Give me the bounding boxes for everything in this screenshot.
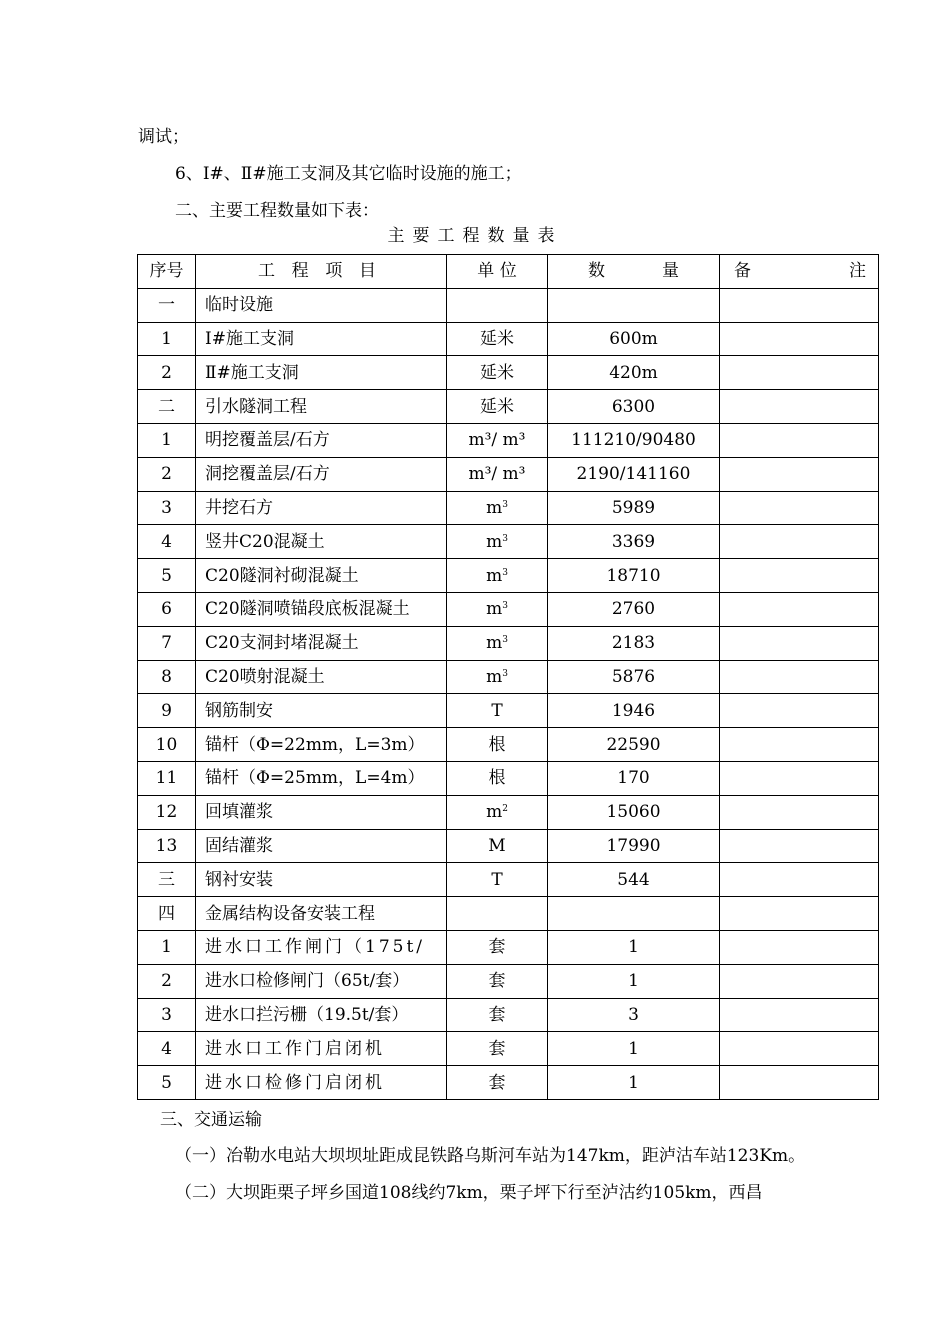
cell-item: 金属结构设备安装工程 [196,897,447,931]
cell-note [720,491,879,525]
cell-qty: 170 [548,761,720,795]
cell-note [720,795,879,829]
unit-superscript: 3 [502,499,508,510]
cell-qty: 1 [548,964,720,998]
header-item-char: 项 [325,261,343,282]
cell-item: 钢筋制安 [196,694,447,728]
cell-unit [447,592,548,626]
cell-qty: 18710 [548,559,720,593]
cell-item: 洞挖覆盖层/石方 [196,457,447,491]
cell-seq: 7 [138,626,196,660]
table-title: 主要工程数量表 [387,226,563,246]
cell-item: 井挖石方 [196,491,447,525]
cell-note [720,964,879,998]
unit-text: m [486,497,503,518]
table-header-row [138,255,879,289]
cell-seq: 四 [138,897,196,931]
cell-qty: 1 [548,1066,720,1100]
cell-unit: 延米 [447,356,548,390]
table-row [138,491,879,525]
cell-unit: 套 [447,1032,548,1066]
cell-seq: 5 [138,1066,196,1100]
cell-note [720,897,879,931]
cell-unit [447,626,548,660]
unit-superscript: 3 [502,533,508,544]
cell-unit [447,660,548,694]
unit-superscript: 2 [502,804,508,815]
paragraph-transport-1: （一）冶勒水电站大坝坝址距成昆铁路乌斯河车站为147km，距泸沽车站123Km。 [175,1146,806,1166]
unit-superscript: 3 [502,601,508,612]
header-note-char: 备 [734,261,751,282]
cell-note [720,356,879,390]
unit-superscript: 3 [502,635,508,646]
cell-item: 明挖覆盖层/石方 [196,423,447,457]
cell-seq: 1 [138,322,196,356]
cell-unit: T [447,863,548,897]
cell-unit [447,795,548,829]
unit-text: m [486,633,503,654]
table-row [138,322,879,356]
cell-qty: 22590 [548,728,720,762]
cell-note [720,457,879,491]
cell-seq: 一 [138,288,196,322]
cell-unit: 根 [447,728,548,762]
cell-item: 钢衬安装 [196,863,447,897]
cell-item: 进水口拦污栅（19.5t/套） [196,998,447,1032]
cell-item: 进水口工作门启闭机 [196,1032,447,1066]
cell-item: C20支洞封堵混凝土 [196,626,447,660]
cell-qty: 17990 [548,829,720,863]
table-row [138,559,879,593]
cell-seq: 2 [138,457,196,491]
cell-qty: 1 [548,1032,720,1066]
table-row [138,897,879,931]
cell-seq: 8 [138,660,196,694]
cell-qty: 5876 [548,660,720,694]
header-qty-char: 量 [662,261,679,282]
table-row [138,863,879,897]
cell-note [720,390,879,424]
cell-item: Ⅱ#施工支洞 [196,356,447,390]
cell-seq: 12 [138,795,196,829]
cell-qty: 2183 [548,626,720,660]
cell-unit: m³/ m³ [447,423,548,457]
cell-qty: 420m [548,356,720,390]
cell-seq: 9 [138,694,196,728]
unit-text: m [486,666,503,687]
cell-note [720,322,879,356]
table-row [138,390,879,424]
cell-qty: 544 [548,863,720,897]
header-seq: 序号 [138,255,196,289]
cell-item: 进水口工作闸门（175t/ [196,930,447,964]
unit-text: m [486,599,503,620]
header-qty-char: 数 [588,261,605,282]
table-row [138,829,879,863]
table-row [138,761,879,795]
cell-item: 回填灌浆 [196,795,447,829]
cell-qty: 3369 [548,525,720,559]
table-row [138,728,879,762]
cell-unit: 延米 [447,390,548,424]
cell-seq: 6 [138,592,196,626]
cell-note [720,626,879,660]
paragraph-section-2: 二、主要工程数量如下表： [175,201,379,221]
cell-seq: 三 [138,863,196,897]
header-item-char: 目 [358,261,376,282]
cell-seq: 二 [138,390,196,424]
cell-seq: 1 [138,930,196,964]
unit-superscript: 3 [502,668,508,679]
table-row [138,694,879,728]
cell-note [720,423,879,457]
cell-qty: 2190/141160 [548,457,720,491]
paragraph-item-6: 6、Ⅰ#、Ⅱ#施工支洞及其它临时设施的施工； [175,164,522,184]
cell-unit: T [447,694,548,728]
cell-note [720,1066,879,1100]
cell-item: 进水口检修门启闭机 [196,1066,447,1100]
paragraph-transport-2: （二）大坝距栗子坪乡国道108线约7km，栗子坪下行至泸沽约105km，西昌 [175,1183,763,1203]
header-item-char: 工 [258,261,275,282]
cell-qty: 6300 [548,390,720,424]
header-unit: 单 位 [447,255,548,289]
cell-seq: 4 [138,525,196,559]
header-note-char: 注 [849,261,866,282]
quantity-table [137,254,879,1100]
table-row [138,423,879,457]
table-row [138,288,879,322]
cell-seq: 11 [138,761,196,795]
cell-seq: 3 [138,491,196,525]
table-row [138,592,879,626]
cell-qty: 1946 [548,694,720,728]
cell-qty: 5989 [548,491,720,525]
cell-item: Ⅰ#施工支洞 [196,322,447,356]
table-row [138,457,879,491]
cell-unit: 套 [447,930,548,964]
cell-item: 引水隧洞工程 [196,390,447,424]
cell-item: 固结灌浆 [196,829,447,863]
cell-seq: 2 [138,964,196,998]
cell-note [720,1032,879,1066]
cell-note [720,525,879,559]
table-row [138,930,879,964]
cell-unit: 套 [447,964,548,998]
header-note [720,255,879,289]
cell-item: C20喷射混凝土 [196,660,447,694]
cell-note [720,761,879,795]
cell-unit: 套 [447,1066,548,1100]
cell-note [720,694,879,728]
table-row [138,356,879,390]
cell-item: 临时设施 [196,288,447,322]
table-row [138,795,879,829]
cell-qty: 15060 [548,795,720,829]
table-row [138,660,879,694]
cell-unit [447,897,548,931]
cell-item: 锚杆（Φ=22mm，L=3m） [196,728,447,762]
cell-unit [447,525,548,559]
cell-item: C20隧洞喷锚段底板混凝土 [196,592,447,626]
cell-qty [548,897,720,931]
cell-unit [447,288,548,322]
unit-text: m [486,802,503,823]
cell-unit: m³/ m³ [447,457,548,491]
cell-unit: M [447,829,548,863]
cell-note [720,829,879,863]
unit-superscript: 3 [502,567,508,578]
paragraph-section-3: 三、交通运输 [160,1110,262,1130]
cell-seq: 10 [138,728,196,762]
cell-note [720,592,879,626]
cell-seq: 1 [138,423,196,457]
cell-qty: 600m [548,322,720,356]
cell-qty: 111210/90480 [548,423,720,457]
table-row [138,998,879,1032]
unit-text: m [486,531,503,552]
cell-item: 锚杆（Φ=25mm，L=4m） [196,761,447,795]
cell-note [720,660,879,694]
cell-unit: 根 [447,761,548,795]
header-qty [548,255,720,289]
cell-note [720,728,879,762]
cell-note [720,559,879,593]
header-item-char: 程 [291,261,309,282]
cell-seq: 5 [138,559,196,593]
cell-qty [548,288,720,322]
unit-text: m [486,565,503,586]
cell-note [720,998,879,1032]
table-row [138,525,879,559]
header-item [196,255,447,289]
cell-item: 竖井C20混凝土 [196,525,447,559]
cell-note [720,930,879,964]
cell-qty: 2760 [548,592,720,626]
cell-item: 进水口检修闸门（65t/套） [196,964,447,998]
cell-seq: 2 [138,356,196,390]
table-row [138,1032,879,1066]
table-row [138,626,879,660]
cell-qty: 3 [548,998,720,1032]
table-row [138,964,879,998]
cell-unit [447,559,548,593]
cell-unit: 套 [447,998,548,1032]
cell-unit [447,491,548,525]
cell-unit: 延米 [447,322,548,356]
cell-seq: 3 [138,998,196,1032]
cell-note [720,288,879,322]
cell-qty: 1 [548,930,720,964]
paragraph-debug: 调试； [138,127,189,147]
cell-seq: 13 [138,829,196,863]
cell-item: C20隧洞衬砌混凝土 [196,559,447,593]
cell-note [720,863,879,897]
cell-seq: 4 [138,1032,196,1066]
table-row [138,1066,879,1100]
